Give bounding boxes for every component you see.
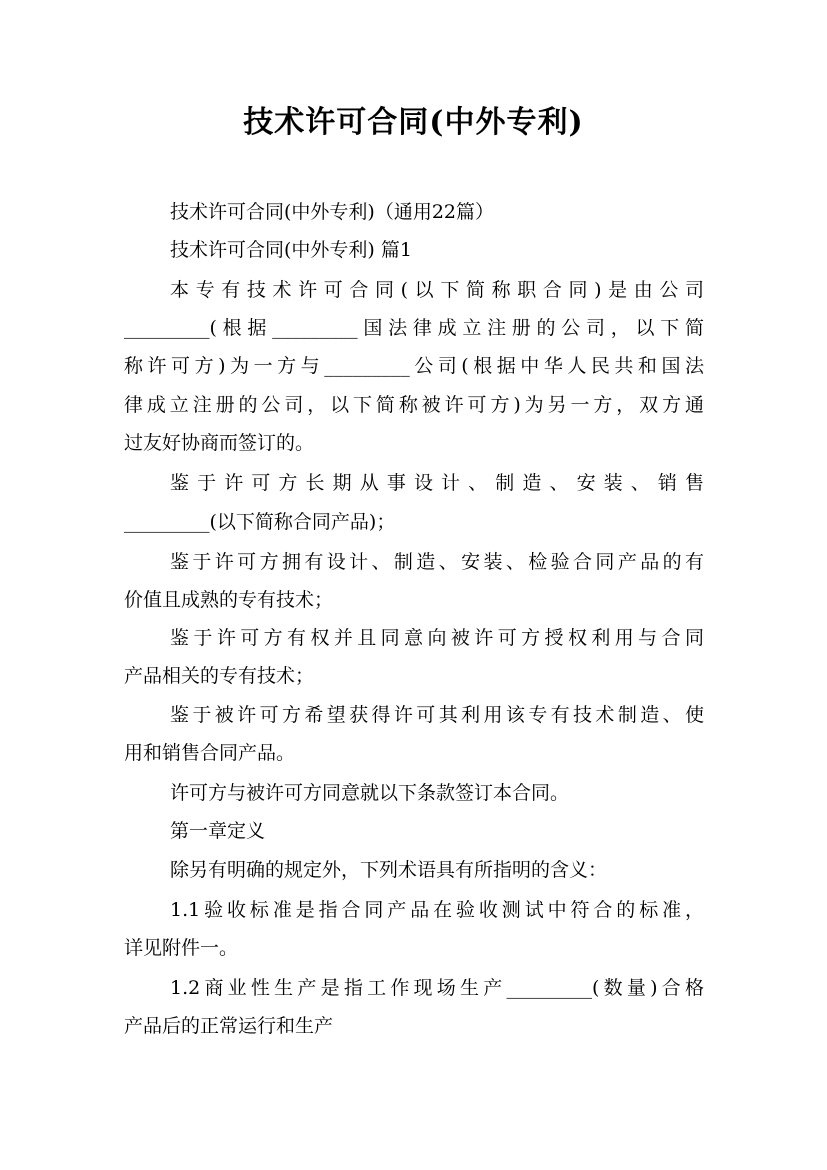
paragraph-line: 价值且成熟的专有技术； — [124, 589, 334, 611]
paragraph-line: _________(根据_________国法律成立注册的公司，以下简 — [124, 317, 704, 339]
paragraph-line: 用和销售合同产品。 — [124, 742, 296, 764]
paragraph-line: 称许可方)为一方与_________公司(根据中华人民共和国法 — [124, 355, 704, 377]
paragraph-line: 产品后的正常运行和生产 — [124, 1015, 334, 1037]
paragraph-line: 除另有明确的规定外，下列术语具有所指明的含义： — [170, 859, 608, 881]
paragraph-line: 鉴于许可方有权并且同意向被许可方授权利用与合同 — [170, 627, 704, 649]
subtitle-line: 技术许可合同(中外专利)（通用22篇） — [170, 201, 495, 223]
paragraph-line: 鉴于许可方拥有设计、制造、安装、检验合同产品的有 — [170, 551, 704, 573]
paragraph-line: 产品相关的专有技术； — [124, 665, 315, 687]
paragraph-line: 1.2商业性生产是指工作现场生产_________(数量)合格 — [170, 977, 704, 999]
document-title: 技术许可合同(中外专利) — [243, 105, 584, 140]
paragraph-line: 鉴于许可方长期从事设计、制造、安装、销售 — [170, 472, 704, 494]
chapter-heading: 第一章定义 — [170, 820, 266, 842]
paragraph-line: 律成立注册的公司，以下简称被许可方)为另一方，双方通 — [124, 394, 704, 416]
section-heading: 技术许可合同(中外专利) 篇1 — [170, 239, 412, 261]
paragraph-line: _________(以下简称合同产品)； — [124, 511, 396, 533]
paragraph-line: 鉴于被许可方希望获得许可其利用该专有技术制造、使 — [170, 704, 704, 726]
paragraph-line: 1.1验收标准是指合同产品在验收测试中符合的标准， — [170, 899, 704, 921]
paragraph-line: 过友好协商而签订的。 — [124, 432, 315, 454]
paragraph-line: 本专有技术许可合同(以下简称职合同)是由公司 — [170, 279, 704, 301]
paragraph-line: 许可方与被许可方同意就以下条款签订本合同。 — [170, 782, 570, 804]
paragraph-line: 详见附件一。 — [124, 937, 239, 959]
